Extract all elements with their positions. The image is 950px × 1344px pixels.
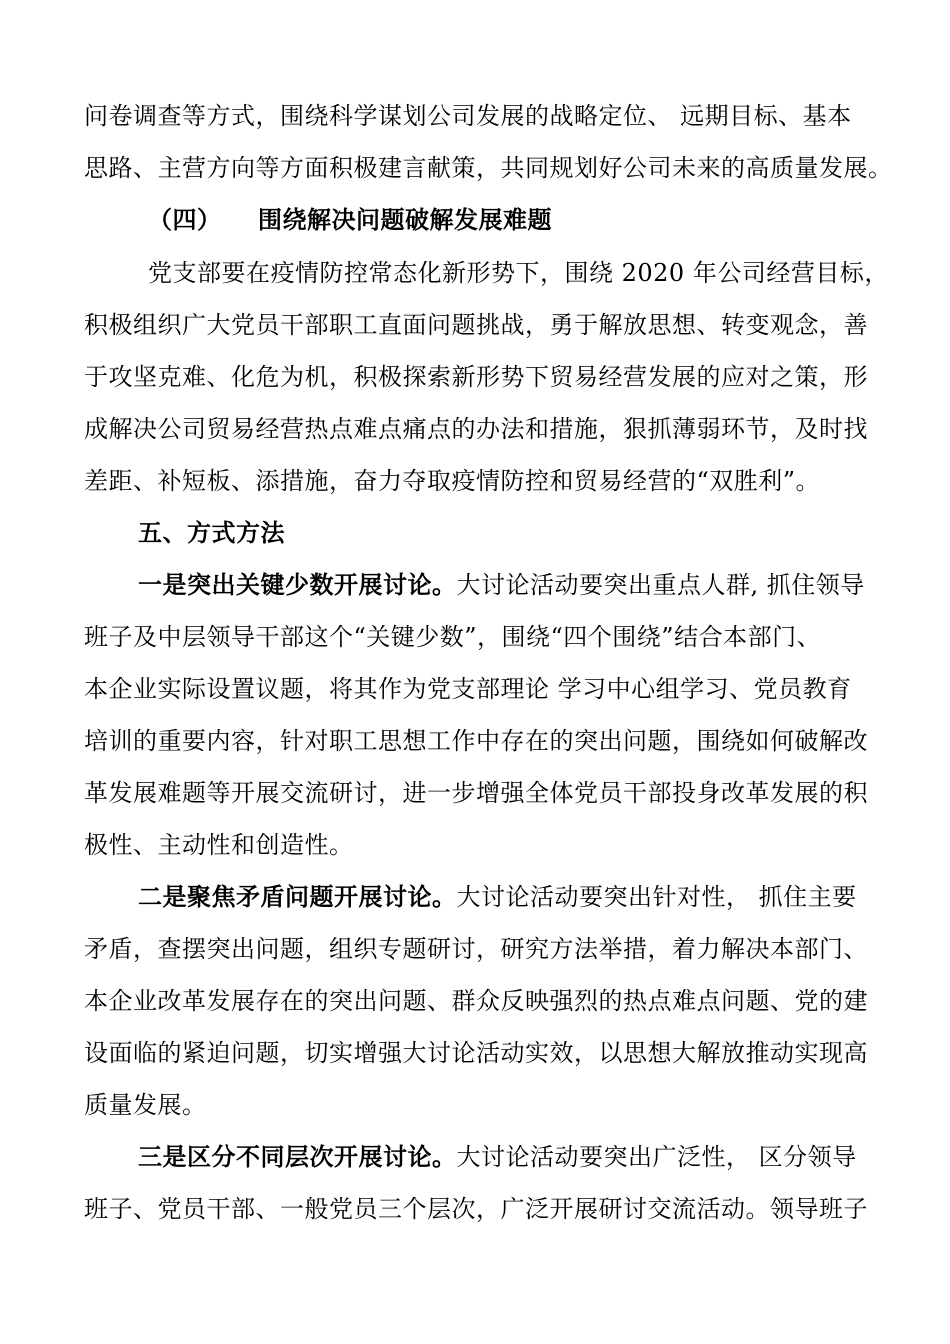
paragraph-1-line-1: 问卷调查等方式，围绕科学谋划公司发展的战略定位、 远期目标、基本	[84, 102, 852, 130]
paragraph-5-line-1-text: 大讨论活动要突出广泛性， 区分领导	[456, 1143, 857, 1171]
paragraph-4-line-5: 质量发展。	[84, 1091, 207, 1119]
paragraph-2-line-2: 积极组织广大党员干部职工直面问题挑战，勇于解放思想、转变观念，善	[84, 311, 868, 339]
paragraph-2-line-3: 于攻坚克难、化危为机，积极探索新形势下贸易经营发展的应对之策，形	[84, 363, 868, 391]
paragraph-3-line-2: 班子及中层领导干部这个“关键少数”，围绕“四个围绕”结合本部门、	[84, 623, 822, 651]
paragraph-4-line-3: 本企业改革发展存在的突出问题、群众反映强烈的热点难点问题、党的建	[84, 987, 868, 1015]
section-5-title: 五、方式方法	[138, 518, 285, 547]
paragraph-3-line-5: 革发展难题等开展交流研讨，进一步增强全体党员干部投身改革发展的积	[84, 779, 868, 807]
paragraph-5-line-2: 班子、党员干部、一般党员三个层次，广泛开展研讨交流活动。领导班子	[84, 1195, 868, 1223]
paragraph-2-line-1: 党支部要在疫情防控常态化新形势下，围绕 2020 年公司经营目标，	[148, 259, 889, 287]
paragraph-4-line-4: 设面临的紧迫问题，切实增强大讨论活动实效，以思想大解放推动实现高	[84, 1039, 868, 1067]
paragraph-3-line-4: 培训的重要内容，针对职工思想工作中存在的突出问题，围绕如何破解改	[84, 727, 868, 755]
paragraph-4-lead: 二是聚焦矛盾问题开展讨论。	[138, 882, 457, 911]
paragraph-5-line-1	[138, 1142, 857, 1172]
paragraph-4-line-2: 矛盾，查摆突出问题，组织专题研讨，研究方法举措，着力解决本部门、	[84, 935, 868, 963]
paragraph-2-line-5: 差距、补短板、添措施，奋力夺取疫情防控和贸易经营的“双胜利”。	[84, 467, 821, 495]
paragraph-3-line-1	[138, 570, 865, 600]
paragraph-3-line-6: 极性、主动性和创造性。	[84, 831, 354, 859]
paragraph-3-line-1-text: 大讨论活动要突出重点人群, 抓住领导	[456, 571, 865, 599]
paragraph-5-lead: 三是区分不同层次开展讨论。	[138, 1142, 457, 1171]
paragraph-4-line-1	[138, 882, 857, 912]
paragraph-3-lead: 一是突出关键少数开展讨论。	[138, 570, 457, 599]
paragraph-3-line-3: 本企业实际设置议题，将其作为党支部理论 学习中心组学习、党员教育	[84, 675, 852, 703]
paragraph-1-line-2: 思路、主营方向等方面积极建言献策，共同规划好公司未来的高质量发展。	[84, 154, 893, 182]
heading-4-title: 围绕解决问题破解发展难题	[258, 205, 552, 234]
paragraph-4-line-1-text: 大讨论活动要突出针对性， 抓住主要	[456, 883, 857, 911]
heading-4-number: （四）	[148, 205, 222, 234]
paragraph-2-line-4: 成解决公司贸易经营热点难点痛点的办法和措施，狠抓薄弱环节，及时找	[84, 415, 868, 443]
